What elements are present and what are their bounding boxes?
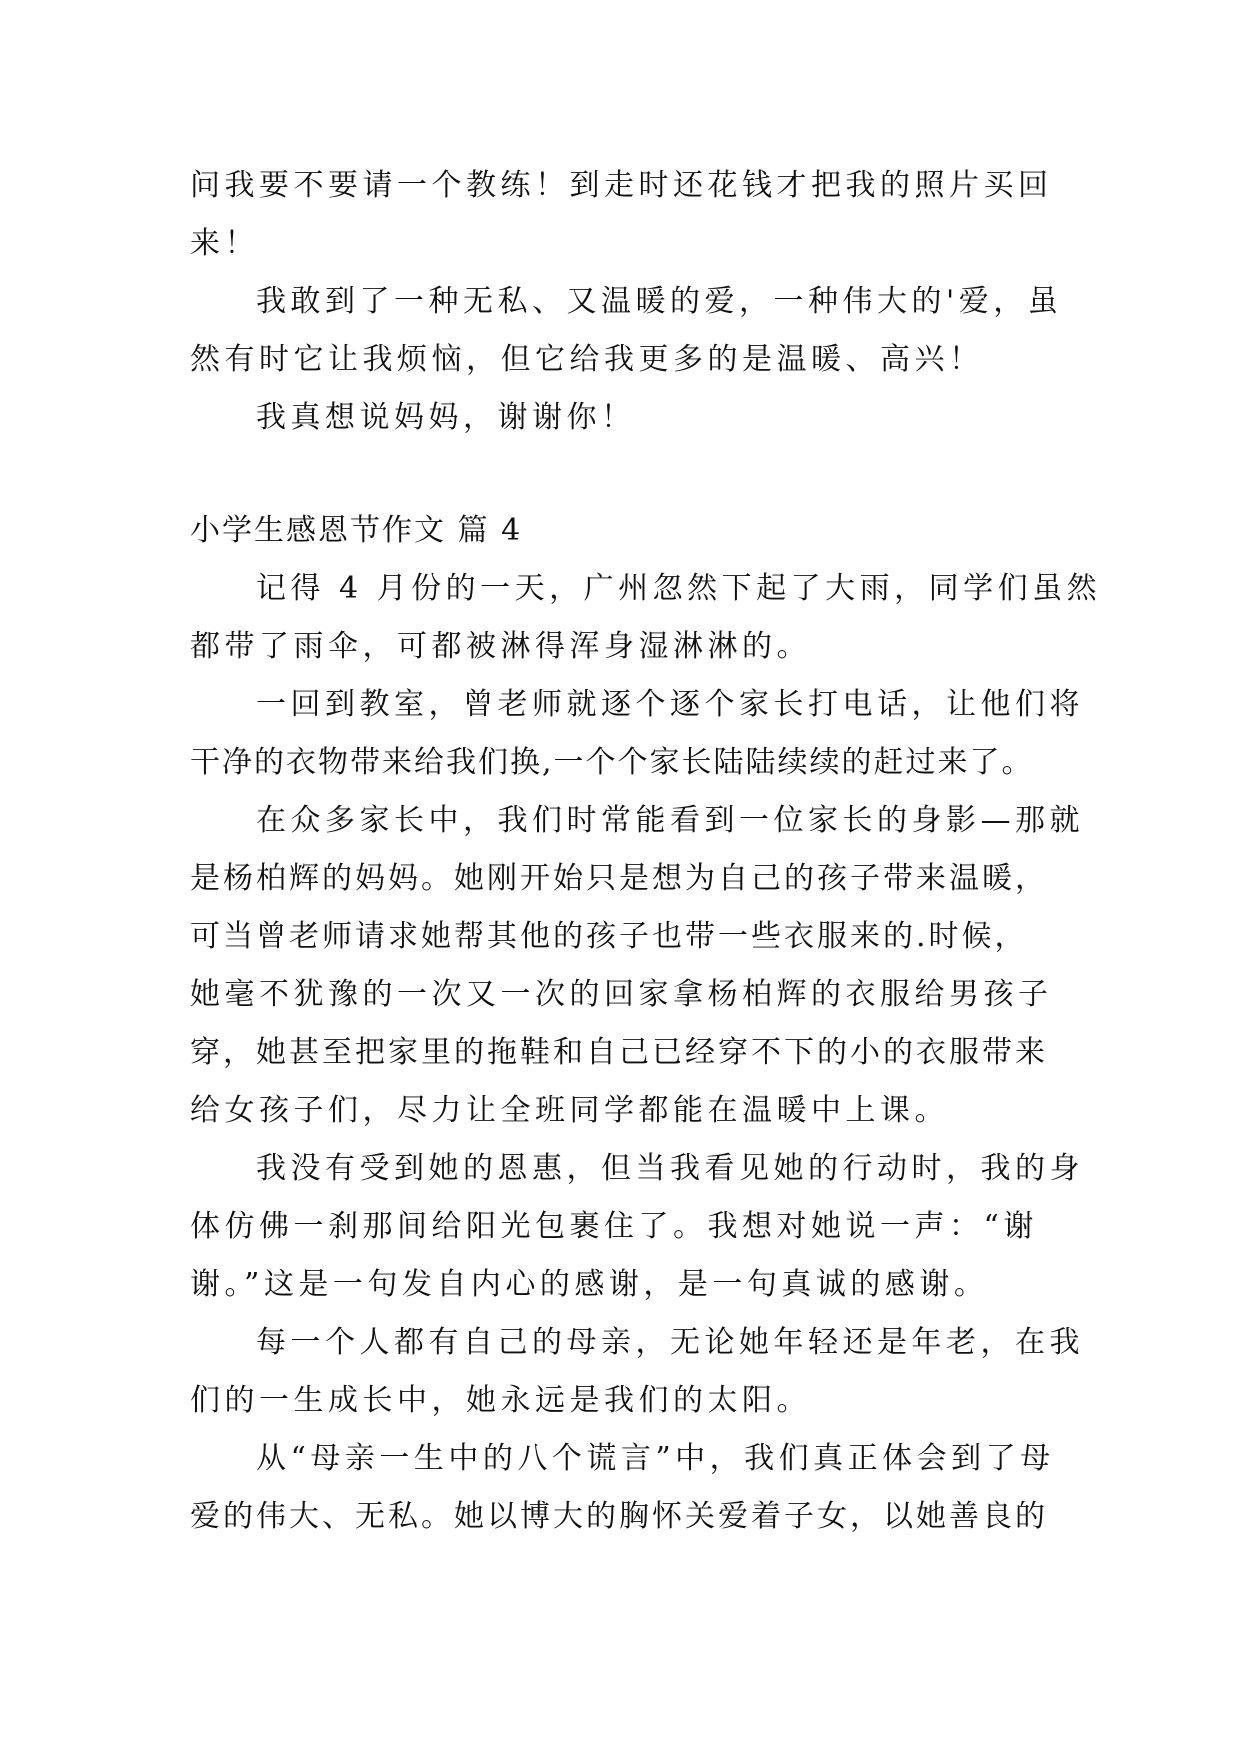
text-line: 一回到教室，曾老师就逐个逐个家长打电话，让他们将 <box>256 687 1084 722</box>
text-line: 在众多家长中，我们时常能看到一位家长的身影—那就 <box>256 803 1084 838</box>
text-line: 然有时它让我烦恼，但它给我更多的是温暖、高兴！ <box>190 342 984 377</box>
text-line: 们的一生成长中，她永远是我们的太阳。 <box>190 1383 811 1418</box>
text-line: 穿，她甚至把家里的拖鞋和自己已经穿不下的小的衣服带来 <box>190 1035 1048 1070</box>
text-line: 问我要不要请一个教练！到走时还花钱才把我的照片买回 <box>190 168 1053 203</box>
text-line: 可当曾老师请求她帮其他的孩子也带一些衣服来的.时候， <box>190 919 1028 954</box>
text-line: 来！ <box>190 226 259 261</box>
section-heading: 小学生感恩节作文 篇 4 <box>190 513 523 548</box>
text-line: 是杨柏辉的妈妈。她刚开始只是想为自己的孩子带来温暖， <box>190 861 1048 896</box>
text-line: 我真想说妈妈，谢谢你！ <box>256 400 636 435</box>
text-line: 记得 4 月份的一天，广州忽然下起了大雨，同学们虽然 <box>256 571 1102 606</box>
text-line: 我敢到了一种无私、又温暖的爱，一种伟大的'爱，虽 <box>256 284 1063 319</box>
text-line: 从“母亲一生中的八个谎言”中，我们真正体会到了母 <box>256 1441 1055 1476</box>
text-line: 爱的伟大、无私。她以博大的胸怀关爱着子女，以她善良的 <box>190 1499 1048 1534</box>
text-line: 她毫不犹豫的一次又一次的回家拿杨柏辉的衣服给男孩子 <box>190 977 1053 1012</box>
text-line: 每一个人都有自己的母亲，无论她年轻还是年老，在我 <box>256 1325 1084 1360</box>
text-line: 我没有受到她的恩惠，但当我看见她的行动时，我的身 <box>256 1151 1084 1186</box>
text-line: 给女孩子们，尽力让全班同学都能在温暖中上课。 <box>190 1093 949 1128</box>
text-line: 谢。”这是一句发自内心的感谢，是一句真诚的感谢。 <box>190 1267 989 1302</box>
text-line: 都带了雨伞，可都被淋得浑身湿淋淋的。 <box>190 629 811 664</box>
text-line: 体仿佛一刹那间给阳光包裹住了。我想对她说一声：“谢 <box>190 1209 1038 1244</box>
text-line: 干净的衣物带来给我们换,一个个家长陆陆续续的赶过来了。 <box>190 745 1034 780</box>
